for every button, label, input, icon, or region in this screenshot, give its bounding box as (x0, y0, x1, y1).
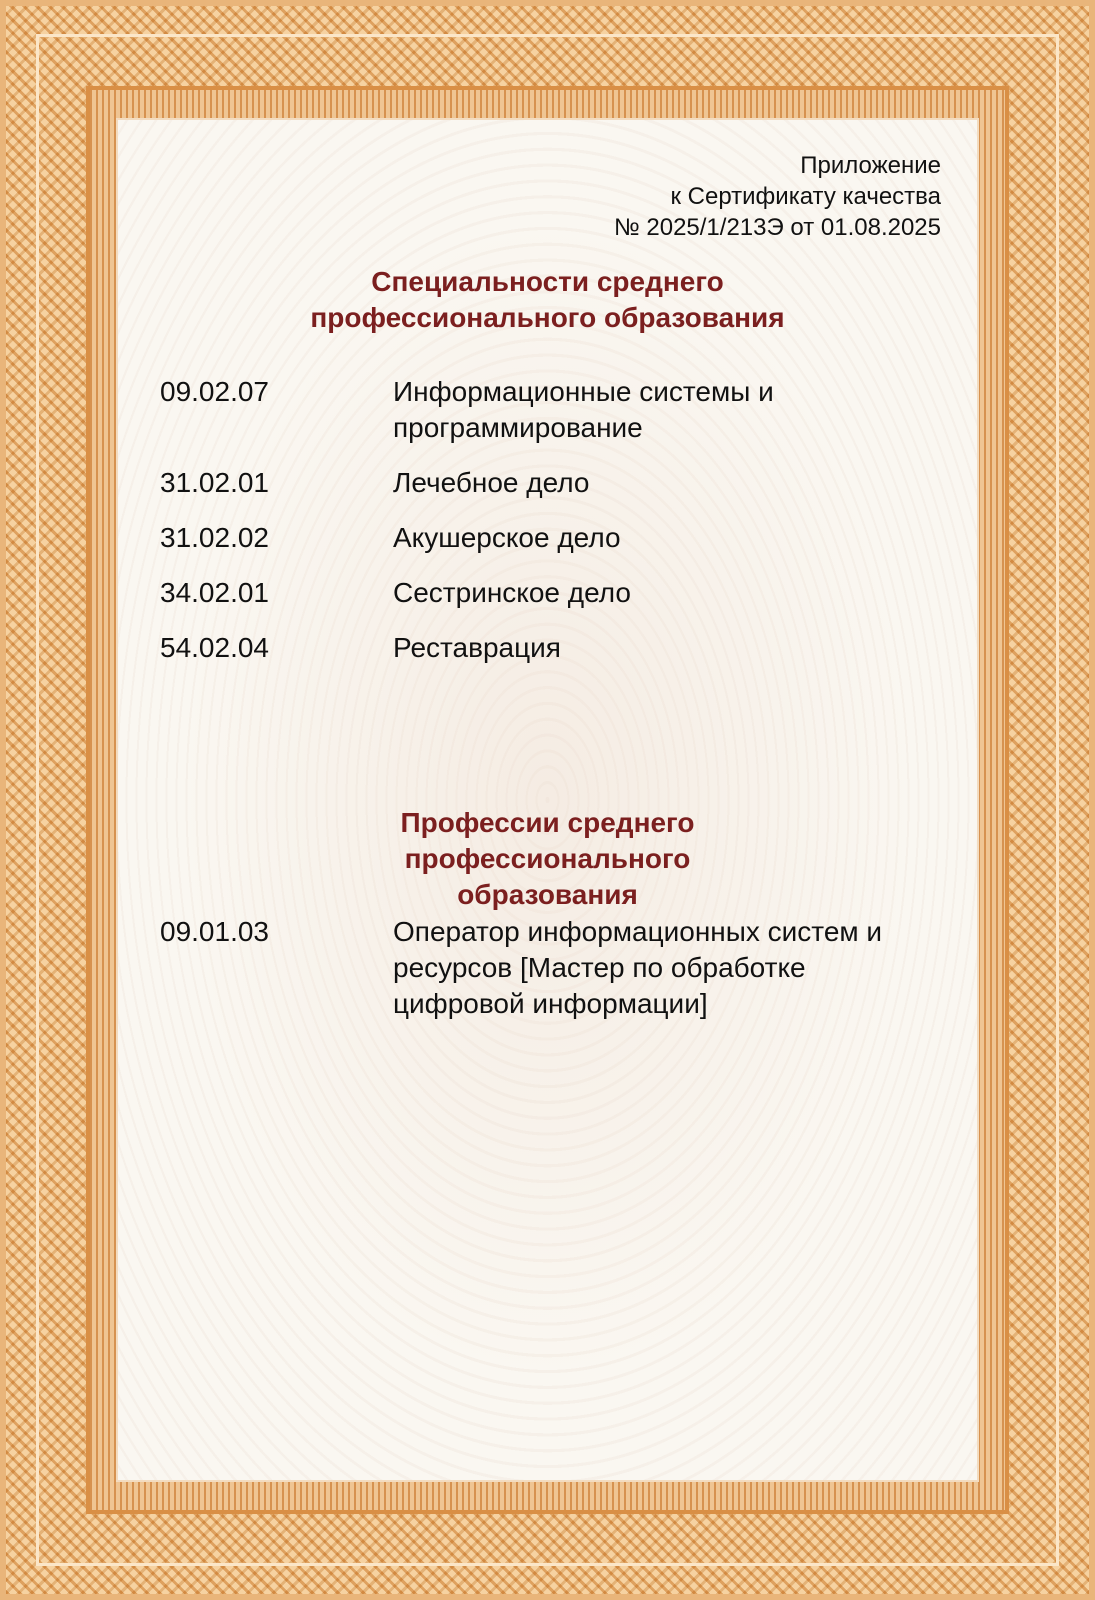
appendix-line-2: к Сертификату качества (670, 183, 941, 210)
specialties-list (160, 374, 920, 685)
specialty-code: 31.02.02 (160, 522, 269, 553)
appendix-header (614, 150, 941, 243)
list-item (160, 575, 920, 611)
list-item (160, 520, 920, 556)
professions-list (160, 914, 920, 1041)
specialty-name: Сестринское дело (393, 577, 631, 608)
specialty-name: Акушерское дело (393, 522, 621, 553)
specialty-code: 09.02.07 (160, 376, 269, 407)
list-item (160, 374, 920, 446)
professions-title: Профессии среднего профессионального образования (400, 807, 695, 910)
specialty-code: 54.02.04 (160, 632, 269, 663)
list-item (160, 465, 920, 501)
profession-code: 09.01.03 (160, 916, 269, 947)
specialty-name: Реставрация (393, 632, 561, 663)
specialty-code: 34.02.01 (160, 577, 269, 608)
appendix-line-3: № 2025/1/213Э от 01.08.2025 (613, 214, 941, 241)
specialty-name: Информационные системы и программирование (393, 376, 774, 443)
list-item (160, 914, 920, 1022)
specialty-name: Лечебное дело (393, 467, 590, 498)
profession-name: Оператор информационных систем и ресурсов [Мастер по обработке цифровой информации] (393, 916, 883, 1019)
list-item (160, 630, 920, 666)
specialty-code: 31.02.01 (160, 467, 269, 498)
appendix-line-1: Приложение (800, 152, 941, 179)
specialties-title: Специальности среднего профессионального образования (310, 266, 785, 333)
